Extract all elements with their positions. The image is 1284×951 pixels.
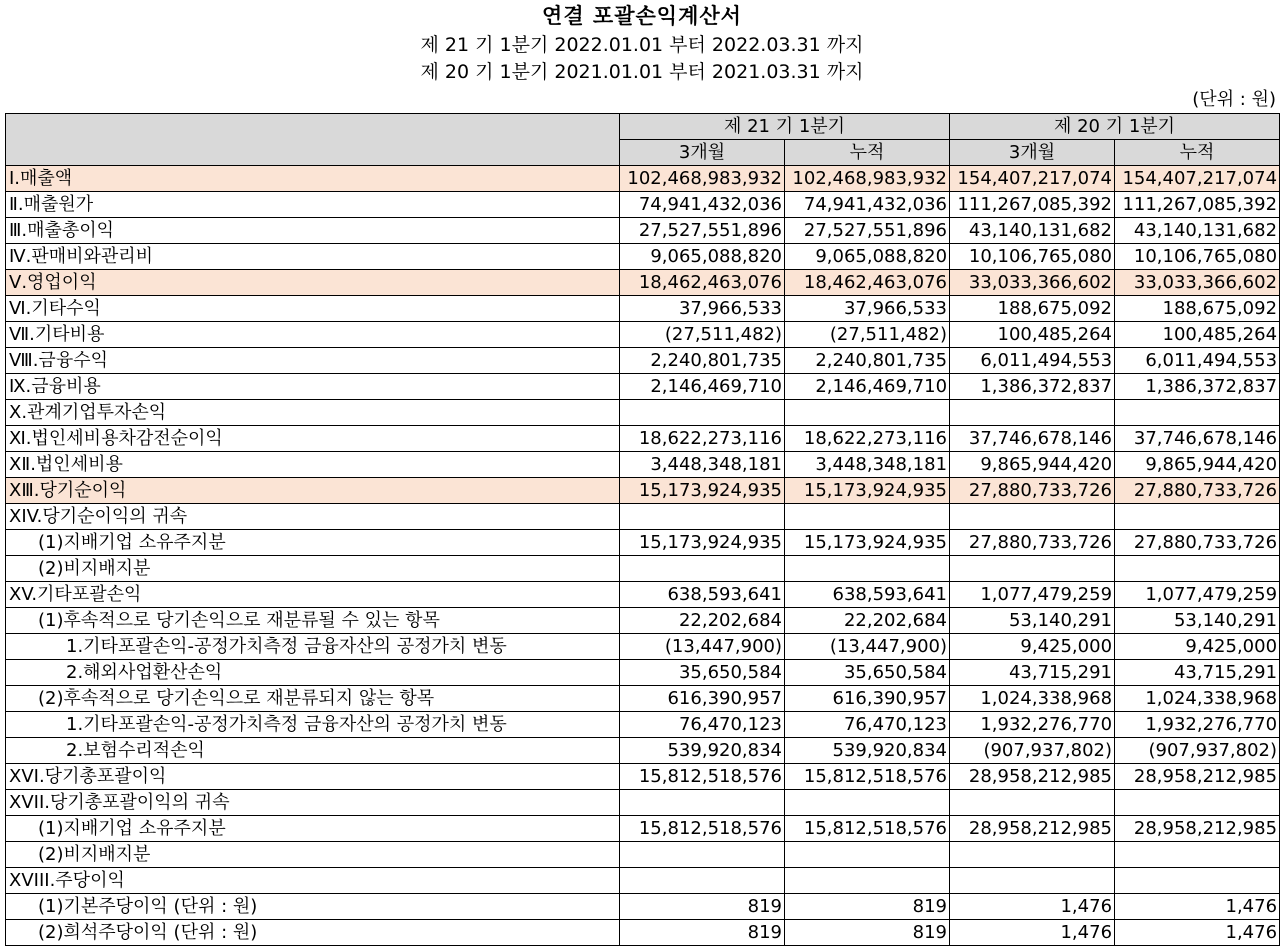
row-label: 1.기타포괄손익-공정가치측정 금융자산의 공정가치 변동 [6,634,620,660]
row-label: Ⅺ.법인세비용차감전순이익 [6,426,620,452]
table-row [6,530,1280,556]
cell-cum-prior: 9,865,944,420 [1115,452,1280,478]
cell-3m-current: 18,462,463,076 [620,270,785,296]
cell-3m-current [620,556,785,582]
cell-cum-current: 35,650,584 [785,660,950,686]
cell-cum-prior [1115,556,1280,582]
cell-cum-current: 819 [785,920,950,946]
cell-3m-prior: 43,715,291 [950,660,1115,686]
cell-3m-current [620,790,785,816]
cell-cum-prior [1115,868,1280,894]
cell-cum-prior: 28,958,212,985 [1115,764,1280,790]
table-row [6,452,1280,478]
cell-cum-current: 638,593,641 [785,582,950,608]
cell-3m-prior [950,400,1115,426]
cell-cum-current [785,556,950,582]
row-label: (2)희석주당이익 (단위 : 원) [6,920,620,946]
cell-3m-prior [950,868,1115,894]
cell-cum-current: 15,173,924,935 [785,478,950,504]
table-row [6,478,1280,504]
table-row [6,322,1280,348]
cell-3m-current: 539,920,834 [620,738,785,764]
table-row [6,374,1280,400]
cell-cum-prior: 1,932,276,770 [1115,712,1280,738]
cell-cum-prior: 43,140,131,682 [1115,218,1280,244]
row-label: (1)기본주당이익 (단위 : 원) [6,894,620,920]
row-label: 2.해외사업환산손익 [6,660,620,686]
table-row [6,504,1280,530]
cell-cum-prior: 1,077,479,259 [1115,582,1280,608]
cell-cum-current: 74,941,432,036 [785,192,950,218]
cell-cum-current [785,504,950,530]
cell-cum-current: (13,447,900) [785,634,950,660]
table-row [6,192,1280,218]
cell-3m-current: 15,173,924,935 [620,478,785,504]
row-label: 1.기타포괄손익-공정가치측정 금융자산의 공정가치 변동 [6,712,620,738]
cell-cum-prior: 1,024,338,968 [1115,686,1280,712]
cell-cum-prior [1115,790,1280,816]
row-label: (1)지배기업 소유주지분 [6,816,620,842]
table-row [6,426,1280,452]
cell-cum-prior: 1,386,372,837 [1115,374,1280,400]
row-label: XVII.당기총포괄이익의 귀속 [6,790,620,816]
table-row [6,270,1280,296]
table-row [6,712,1280,738]
row-label: Ⅶ.기타비용 [6,322,620,348]
cell-3m-current: 22,202,684 [620,608,785,634]
cell-cum-current: 616,390,957 [785,686,950,712]
cell-3m-prior [950,842,1115,868]
table-row [6,920,1280,946]
cell-3m-prior [950,790,1115,816]
cell-3m-prior: 1,386,372,837 [950,374,1115,400]
cell-3m-current [620,504,785,530]
cell-3m-current: 9,065,088,820 [620,244,785,270]
cell-3m-current [620,868,785,894]
row-label: 2.보험수리적손익 [6,738,620,764]
cell-cum-current [785,842,950,868]
header-group-prior: 제 20 기 1분기 [950,114,1280,140]
cell-cum-current [785,868,950,894]
cell-3m-current [620,400,785,426]
table-row [6,894,1280,920]
cell-cum-current: (27,511,482) [785,322,950,348]
row-label: (2)비지배지분 [6,556,620,582]
row-label: Ⅹ.관계기업투자손익 [6,400,620,426]
period-prior: 제 20 기 1분기 2021.01.01 부터 2021.03.31 까지 [420,61,864,83]
cell-3m-current: 15,812,518,576 [620,816,785,842]
cell-cum-current: 27,527,551,896 [785,218,950,244]
row-label: Ⅴ.영업이익 [6,270,620,296]
cell-3m-current: (27,511,482) [620,322,785,348]
cell-cum-prior: 154,407,217,074 [1115,166,1280,192]
cell-3m-current: 2,146,469,710 [620,374,785,400]
cell-3m-prior: 188,675,092 [950,296,1115,322]
cell-cum-prior: 43,715,291 [1115,660,1280,686]
cell-3m-prior: 53,140,291 [950,608,1115,634]
cell-cum-prior: 6,011,494,553 [1115,348,1280,374]
row-label: XV.기타포괄손익 [6,582,620,608]
cell-3m-prior: 43,140,131,682 [950,218,1115,244]
cell-cum-current: 102,468,983,932 [785,166,950,192]
cell-3m-current: 2,240,801,735 [620,348,785,374]
cell-cum-prior [1115,504,1280,530]
cell-3m-current: 76,470,123 [620,712,785,738]
row-label: XVI.당기총포괄이익 [6,764,620,790]
cell-cum-current: 18,622,273,116 [785,426,950,452]
cell-cum-prior: 10,106,765,080 [1115,244,1280,270]
row-label: (1)지배기업 소유주지분 [6,530,620,556]
cell-3m-current [620,842,785,868]
cell-3m-prior: 1,077,479,259 [950,582,1115,608]
table-row [6,218,1280,244]
table-row [6,686,1280,712]
cell-cum-current: 2,146,469,710 [785,374,950,400]
cell-3m-current: 15,812,518,576 [620,764,785,790]
row-label: XVIII.주당이익 [6,868,620,894]
table-row [6,400,1280,426]
cell-cum-current: 76,470,123 [785,712,950,738]
cell-3m-current: 37,966,533 [620,296,785,322]
header-col-cum-prior: 누적 [1115,140,1280,166]
cell-cum-prior: 188,675,092 [1115,296,1280,322]
cell-cum-prior: 53,140,291 [1115,608,1280,634]
header-label-cell [6,114,620,166]
row-label: Ⅵ.기타수익 [6,296,620,322]
row-label: XIV.당기순이익의 귀속 [6,504,620,530]
row-label: Ⅷ.금융수익 [6,348,620,374]
cell-cum-prior: 111,267,085,392 [1115,192,1280,218]
cell-cum-prior [1115,842,1280,868]
cell-3m-prior: 154,407,217,074 [950,166,1115,192]
cell-cum-current: 22,202,684 [785,608,950,634]
cell-3m-current: 819 [620,894,785,920]
cell-3m-current: 15,173,924,935 [620,530,785,556]
table-row [6,790,1280,816]
cell-3m-current: (13,447,900) [620,634,785,660]
row-label: ⅩⅢ.당기순이익 [6,478,620,504]
cell-cum-current [785,790,950,816]
table-row [6,296,1280,322]
cell-3m-current: 102,468,983,932 [620,166,785,192]
cell-3m-current: 27,527,551,896 [620,218,785,244]
cell-3m-prior: 9,425,000 [950,634,1115,660]
header-col-3m-current: 3개월 [620,140,785,166]
row-label: (1)후속적으로 당기손익으로 재분류될 수 있는 항목 [6,608,620,634]
row-label: Ⅸ.금융비용 [6,374,620,400]
row-label: ⅩⅡ.법인세비용 [6,452,620,478]
cell-3m-prior: 37,746,678,146 [950,426,1115,452]
table-row [6,868,1280,894]
cell-cum-prior: 100,485,264 [1115,322,1280,348]
cell-cum-prior: 9,425,000 [1115,634,1280,660]
cell-cum-prior: 28,958,212,985 [1115,816,1280,842]
cell-3m-prior: 27,880,733,726 [950,530,1115,556]
cell-3m-prior: (907,937,802) [950,738,1115,764]
cell-3m-prior: 27,880,733,726 [950,478,1115,504]
unit-label: (단위 : 원) [1192,89,1276,110]
table-row [6,348,1280,374]
table-row [6,738,1280,764]
cell-3m-prior [950,504,1115,530]
header-col-3m-prior: 3개월 [950,140,1115,166]
cell-3m-current: 74,941,432,036 [620,192,785,218]
cell-cum-prior: 1,476 [1115,894,1280,920]
cell-3m-current: 18,622,273,116 [620,426,785,452]
row-label: Ⅱ.매출원가 [6,192,620,218]
cell-3m-prior: 1,476 [950,894,1115,920]
cell-cum-prior [1115,400,1280,426]
cell-3m-prior: 6,011,494,553 [950,348,1115,374]
cell-cum-prior: 33,033,366,602 [1115,270,1280,296]
cell-cum-current [785,400,950,426]
cell-3m-prior: 1,476 [950,920,1115,946]
table-row [6,556,1280,582]
cell-cum-current: 3,448,348,181 [785,452,950,478]
period-current: 제 21 기 1분기 2022.01.01 부터 2022.03.31 까지 [420,34,864,56]
table-row [6,244,1280,270]
cell-3m-current: 616,390,957 [620,686,785,712]
cell-3m-current: 638,593,641 [620,582,785,608]
cell-3m-prior [950,556,1115,582]
row-label: (2)후속적으로 당기손익으로 재분류되지 않는 항목 [6,686,620,712]
cell-cum-prior: 1,476 [1115,920,1280,946]
cell-cum-current: 9,065,088,820 [785,244,950,270]
income-statement-table [5,113,1280,946]
cell-3m-prior: 111,267,085,392 [950,192,1115,218]
table-row [6,166,1280,192]
cell-cum-prior: 27,880,733,726 [1115,478,1280,504]
row-label: Ⅳ.판매비와관리비 [6,244,620,270]
cell-cum-prior: 37,746,678,146 [1115,426,1280,452]
cell-cum-current: 15,812,518,576 [785,764,950,790]
cell-cum-current: 539,920,834 [785,738,950,764]
cell-3m-prior: 1,024,338,968 [950,686,1115,712]
cell-cum-prior: (907,937,802) [1115,738,1280,764]
header-group-current: 제 21 기 1분기 [620,114,950,140]
cell-cum-current: 18,462,463,076 [785,270,950,296]
cell-cum-prior: 27,880,733,726 [1115,530,1280,556]
cell-3m-prior: 100,485,264 [950,322,1115,348]
cell-3m-current: 3,448,348,181 [620,452,785,478]
table-row [6,660,1280,686]
cell-3m-prior: 28,958,212,985 [950,816,1115,842]
row-label: Ⅲ.매출총이익 [6,218,620,244]
cell-3m-prior: 33,033,366,602 [950,270,1115,296]
table-row [6,582,1280,608]
cell-3m-prior: 9,865,944,420 [950,452,1115,478]
statement-title: 연결 포괄손익계산서 [542,4,742,28]
row-label: Ⅰ.매출액 [6,166,620,192]
cell-3m-prior: 28,958,212,985 [950,764,1115,790]
cell-cum-current: 37,966,533 [785,296,950,322]
cell-3m-prior: 1,932,276,770 [950,712,1115,738]
table-row [6,634,1280,660]
cell-3m-current: 819 [620,920,785,946]
row-label: (2)비지배지분 [6,842,620,868]
cell-cum-current: 819 [785,894,950,920]
table-row [6,816,1280,842]
cell-cum-current: 2,240,801,735 [785,348,950,374]
header-col-cum-current: 누적 [785,140,950,166]
table-row [6,842,1280,868]
cell-3m-current: 35,650,584 [620,660,785,686]
header-row-1 [6,114,1280,140]
table-row [6,764,1280,790]
cell-3m-prior: 10,106,765,080 [950,244,1115,270]
table-row [6,608,1280,634]
cell-cum-current: 15,812,518,576 [785,816,950,842]
cell-cum-current: 15,173,924,935 [785,530,950,556]
